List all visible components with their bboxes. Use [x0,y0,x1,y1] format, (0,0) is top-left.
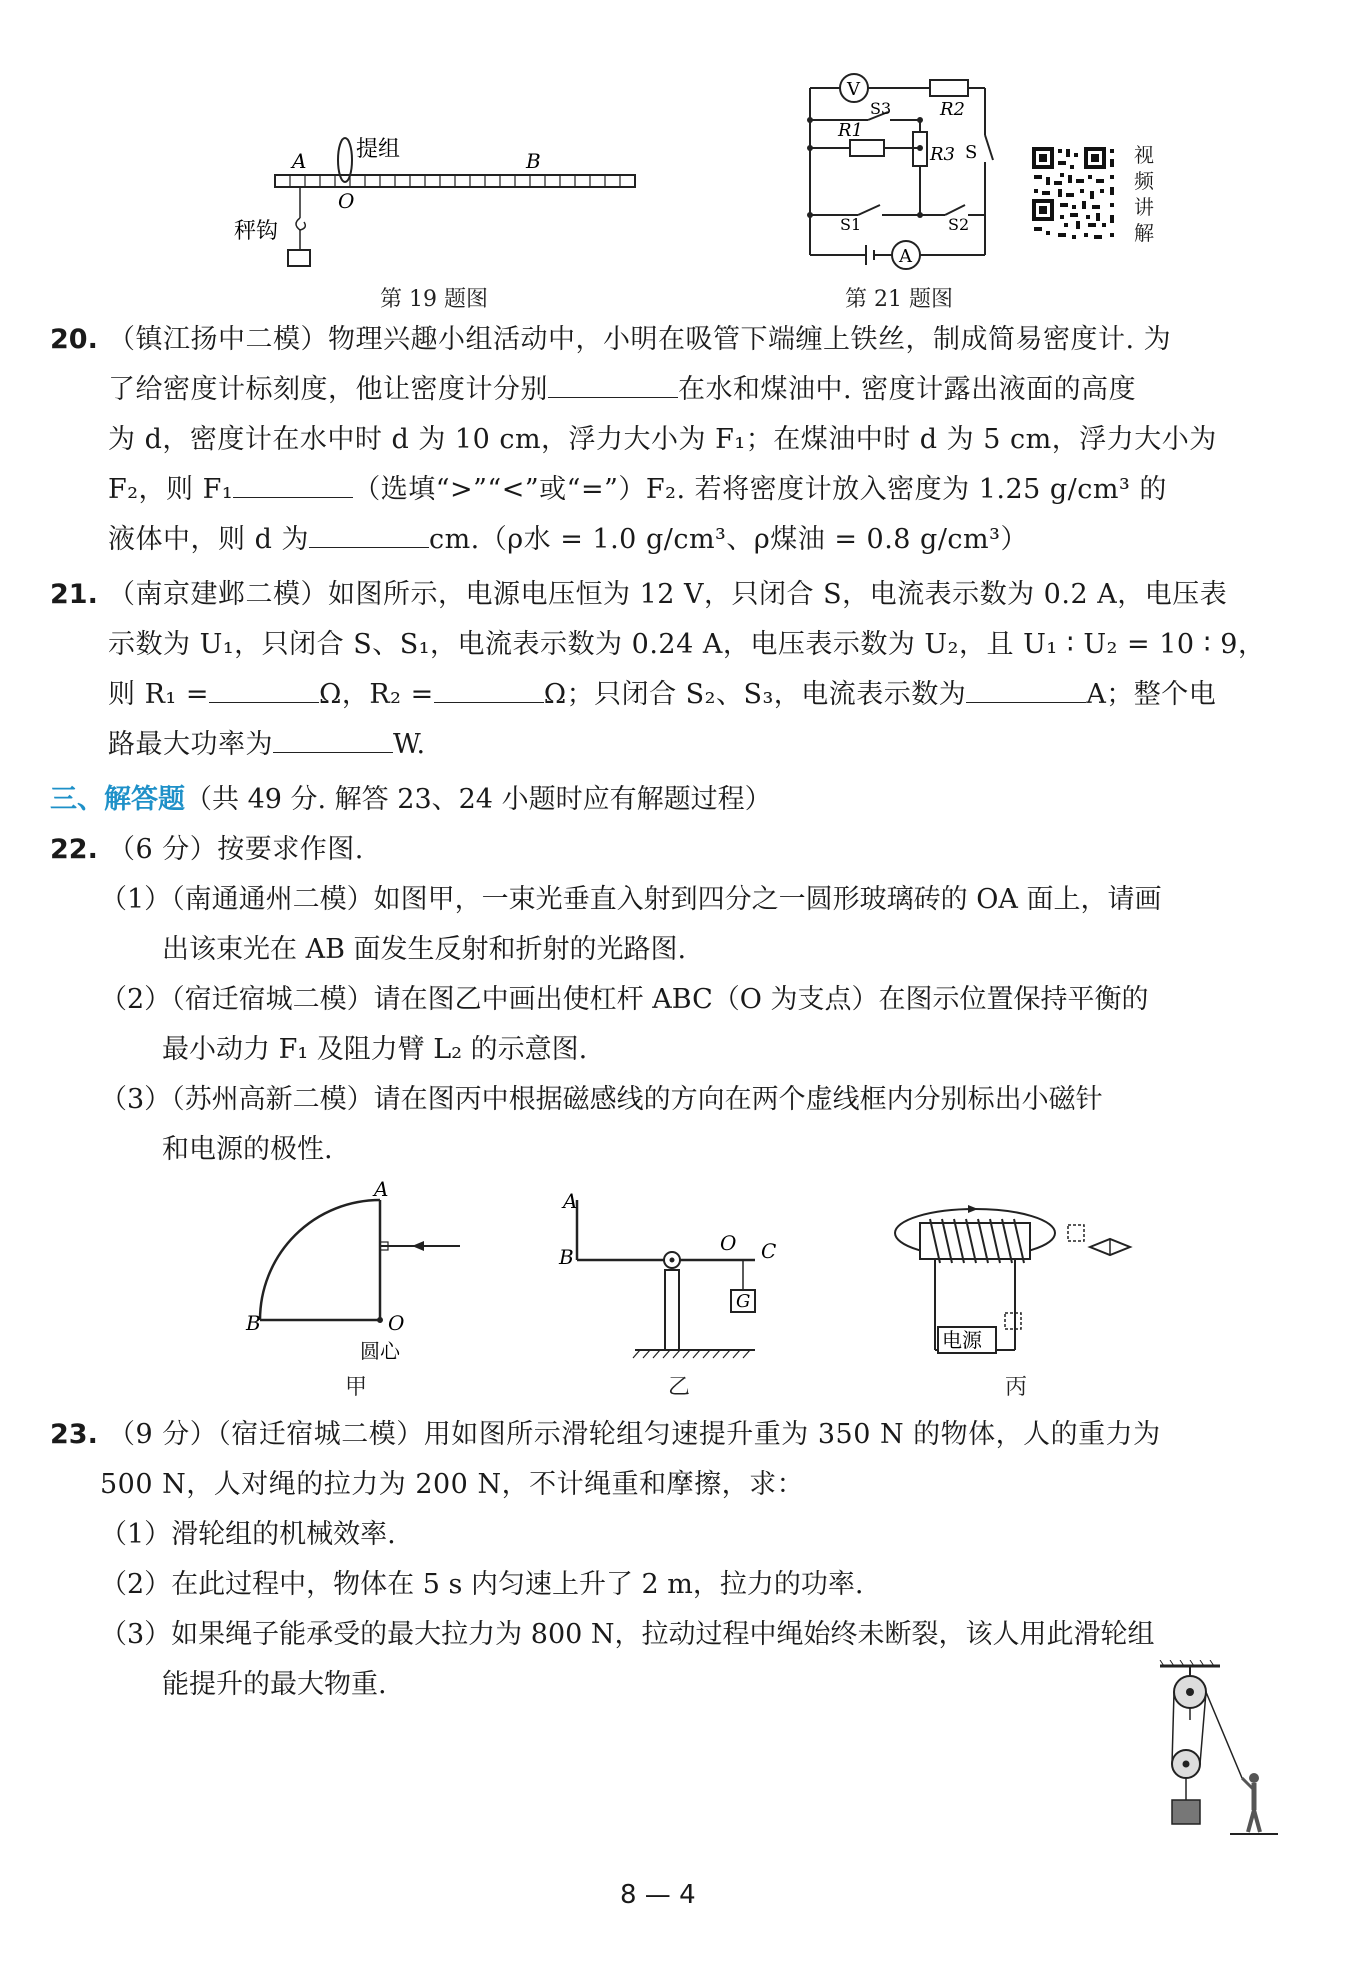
q20-blank-2[interactable] [233,471,353,498]
q23-part-3b: 能提升的最大物重. [162,1669,387,1700]
q23-part-3a: （3）如果绳子能承受的最大拉力为 800 N，拉动过程中绳始终未断裂，该人用此滑轮组 [100,1619,1155,1650]
figure-bing-caption: 丙 [1005,1375,1028,1400]
q21-blank-1[interactable] [209,676,319,703]
q20-line-2b: 在水和煤油中. 密度计露出液面的高度 [678,374,1137,405]
qr-caption-char: 频 [1134,169,1154,193]
page-number: 8 — 4 [620,1880,696,1910]
question-22-number: 22. [50,834,98,865]
figure-yi-caption: 乙 [668,1375,691,1400]
q20-blank-1[interactable] [548,371,678,398]
q23-part-1: （1）滑轮组的机械效率. [100,1519,396,1550]
q21-line-2: 示数为 U₁，只闭合 S、S₁，电流表示数为 0.24 A，电压表示数为 U₂，且 U₁ ∶ U₂ = 10 ∶ 9， [108,629,1266,660]
q20-line-1: （镇江扬中二模）物理兴趣小组活动中，小明在吸管下端缠上铁丝，制成简易密度计. 为 [108,324,1172,355]
fig-jia-label-b: B [246,1311,261,1335]
q21-line-4a: 路最大功率为 [108,729,273,760]
fig21-label-s2: S2 [948,215,970,234]
q20-line-4 [108,470,1167,510]
q21-line-4 [108,725,426,765]
section-3-note: （共 49 分. 解答 23、24 小题时应有解题过程） [185,784,772,815]
question-21-number: 21. [50,579,98,610]
q21-line-4b: W. [393,729,426,760]
figure-jia-quarter-circle [240,1180,480,1370]
q21-line-3b: Ω，R₂ = [318,679,434,710]
q22-part-2b: 最小动力 F₁ 及阻力臂 L₂ 的示意图. [162,1034,588,1065]
figure-21-circuit [800,70,1010,275]
q22-part-3b: 和电源的极性. [162,1134,333,1165]
fig-yi-label-c: C [761,1239,777,1263]
fig-bing-power-label: 电源 [942,1328,982,1352]
q20-blank-3[interactable] [309,521,429,548]
qr-caption-char: 解 [1134,221,1154,245]
figure-jia-caption: 甲 [345,1375,368,1400]
question-23-number: 23. [50,1419,98,1450]
fig19-label-a: A [292,149,307,173]
fig21-label-s: S [965,142,978,163]
fig-yi-label-b: B [559,1245,574,1269]
fig19-label-tizu: 提组 [356,137,401,162]
section-3-header [50,780,772,820]
q21-line-1: （南京建邺二模）如图所示，电源电压恒为 12 V，只闭合 S，电流表示数为 0.2 A，电压表 [108,579,1228,610]
q21-blank-4[interactable] [273,726,393,753]
figure-21-caption: 第 21 题图 [845,287,953,312]
fig19-label-o: O [338,189,355,213]
q21-line-3c: Ω；只闭合 S₂、S₃，电流表示数为 [543,679,967,710]
q20-line-3: 为 d，密度计在水中时 d 为 10 cm，浮力大小为 F₁；在煤油中时 d 为 5 cm，浮力大小为 [108,424,1217,455]
fig-jia-label-a: A [374,1180,389,1201]
question-20-number: 20. [50,324,98,355]
q21-blank-3[interactable] [966,676,1086,703]
qr-caption-char: 视 [1134,143,1154,167]
figure-yi-lever [555,1190,785,1370]
q23-part-2: （2）在此过程中，物体在 5 s 内匀速上升了 2 m，拉力的功率. [100,1569,864,1600]
q22-part-3a: （3）（苏州高新二模）请在图丙中根据磁感线的方向在两个虚线框内分别标出小磁针 [100,1084,1103,1115]
fig21-label-v: V [847,79,860,100]
figure-19-steelyard [230,110,650,270]
fig21-label-a: A [899,246,912,267]
fig-yi-label-o: O [720,1231,737,1255]
fig-jia-label-o: O [388,1311,405,1335]
qr-caption [1132,142,1156,246]
figure-bing-solenoid [890,1195,1150,1365]
fig21-label-r3: R3 [930,144,956,165]
qr-code-icon[interactable] [1030,145,1130,245]
q21-line-3 [108,675,1216,715]
q22-part-2a: （2）（宿迁宿城二模）请在图乙中画出使杠杆 ABC（O 为支点）在图示位置保持平衡的 [100,984,1149,1015]
q21-line-3a: 则 R₁ = [108,679,209,710]
section-3-heading: 三、解答题 [50,784,185,815]
q20-line-4b: （选填“>”“<”或“=”）F₂. 若将密度计放入密度为 1.25 g/cm³ 的 [353,474,1167,505]
fig19-label-chenggou: 秤钩 [234,219,279,244]
fig21-label-s3: S3 [870,99,892,118]
fig-jia-label-center: 圆心 [360,1339,400,1363]
q23-line-1: （9 分）（宿迁宿城二模）用如图所示滑轮组匀速提升重为 350 N 的物体，人的重力为 [108,1419,1161,1450]
q20-line-5a: 液体中，则 d 为 [108,524,309,555]
fig21-label-r2: R2 [940,99,966,120]
qr-caption-char: 讲 [1134,195,1154,219]
q20-line-5b: cm.（ρ水 = 1.0 g/cm³、ρ煤油 = 0.8 g/cm³） [428,524,1028,555]
q22-part-1a: （1）（南通通州二模）如图甲，一束光垂直入射到四分之一圆形玻璃砖的 OA 面上，请画 [100,884,1162,915]
figure-23-pulley-system [1150,1660,1280,1850]
fig-yi-label-g: G [736,1291,751,1312]
fig19-label-b: B [526,149,541,173]
fig-yi-label-a: A [563,1190,578,1213]
q22-title: （6 分）按要求作图. [108,834,364,865]
q21-blank-2[interactable] [434,676,544,703]
fig21-label-r1: R1 [838,120,864,141]
q20-line-4a: F₂，则 F₁ [108,474,234,505]
q20-line-2 [108,370,1136,410]
figure-19-caption: 第 19 题图 [380,287,488,312]
q21-line-3d: A；整个电 [1086,679,1217,710]
fig21-label-s1: S1 [840,215,862,234]
q20-line-5 [108,520,1028,560]
q23-line-2: 500 N，人对绳的拉力为 200 N，不计绳重和摩擦，求： [100,1469,805,1500]
q20-line-2a: 了给密度计标刻度，他让密度计分别 [108,374,548,405]
q22-part-1b: 出该束光在 AB 面发生反射和折射的光路图. [162,934,687,965]
